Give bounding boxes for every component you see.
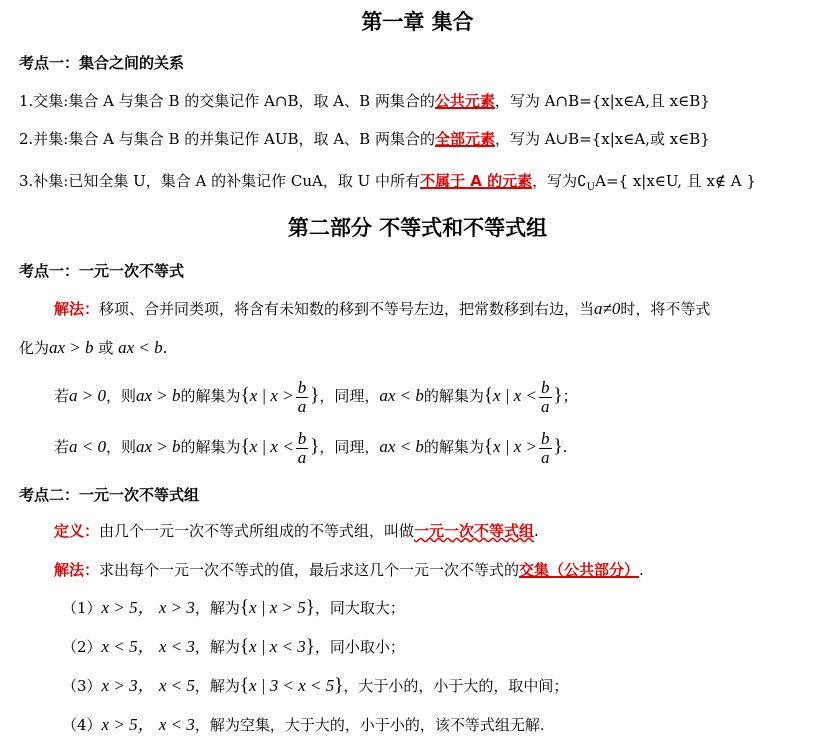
definition-label: 定义：: [54, 522, 100, 540]
chapter-title: 第一章 集合: [361, 10, 474, 34]
complement-line: 3.补集:已知全集 U，集合 A 的补集记作 CuA，取 U 中所有不属于 A 的元素，写为$∁_UA=${ x|x∈U, 且 x∉ A }: [19, 172, 756, 193]
intersection-line: 1.交集:集合 A 与集合 B 的交集记作 A∩B，取 A、B 两集合的公共元素，写为 A∩B={x|x∈A,且 x∈B}: [19, 92, 710, 110]
union-line: 2.并集:集合 A 与集合 B 的并集记作 AUB，取 A、B 两集合的全部元素，写为 A∪B={x|x∈A,或 x∈B}: [19, 130, 710, 148]
highlight-common-elements: 公共元素: [434, 92, 495, 110]
highlight-not-in-a: 不属于 A 的元素: [420, 172, 533, 190]
method-line-system: 解法：求出每个一元一次不等式的值，最后求这几个一元一次不等式的交集（公共部分）.: [54, 561, 644, 579]
fraction-b-over-a: $\frac{b}{a}$: [297, 377, 307, 416]
highlight-intersection: 交集（公共部分）: [519, 561, 640, 579]
fraction-b-over-a: $\frac{b}{a}$: [541, 428, 550, 467]
highlight-system-term: 一元一次不等式组: [414, 522, 535, 540]
highlight-all-elements: 全部元素: [434, 130, 495, 148]
rule-item: （2）x < 5， x < 3，解为{x | x < 3}，同小取小；: [62, 636, 405, 657]
rule-item: （4）x > 5， x < 3，解为空集，大于大的，小于小的，该不等式组无解.: [62, 715, 545, 734]
kaodian-heading-inequality: 考点一：一元一次不等式: [19, 262, 185, 280]
case-a-negative: 若a < 0，则ax > b的解集为{x | x < $\frac{b}{a}$ }，同理，ax < b的解集为{x | x > $\frac{b}{a}$ }.: [54, 428, 568, 467]
method-line-2: 化为ax > b 或 ax < b.: [19, 338, 168, 357]
fraction-b-over-a: $\frac{b}{a}$: [541, 377, 550, 416]
rule-item: （1）x > 5， x > 3，解为{x | x > 5}，同大取大；: [62, 597, 405, 618]
case-a-positive: 若a > 0，则ax > b的解集为{x | x > $\frac{b}{a}$ }，同理，ax < b的解集为{x | x < $\frac{b}{a}$ }；: [54, 377, 578, 416]
method-line-1: 解法：移项、合并同类项，将含有未知数的移到不等号左边，把常数移到右边，当a≠0时，将不等式: [54, 299, 711, 318]
rule-item: （3）x > 3， x < 5，解为{x | 3 < x < 5}，大于小的，小于大的，取中间；: [62, 675, 569, 696]
method-label: 解法：: [54, 300, 100, 318]
kaodian-heading-system: 考点二：一元一次不等式组: [19, 486, 200, 504]
fraction-b-over-a: $\frac{b}{a}$: [297, 428, 307, 467]
method-label: 解法：: [54, 561, 100, 579]
part-title: 第二部分 不等式和不等式组: [287, 216, 548, 240]
kaodian-heading-sets: 考点一：集合之间的关系: [19, 54, 185, 72]
definition-line: 定义：由几个一元一次不等式所组成的不等式组，叫做一元一次不等式组.: [54, 522, 539, 540]
